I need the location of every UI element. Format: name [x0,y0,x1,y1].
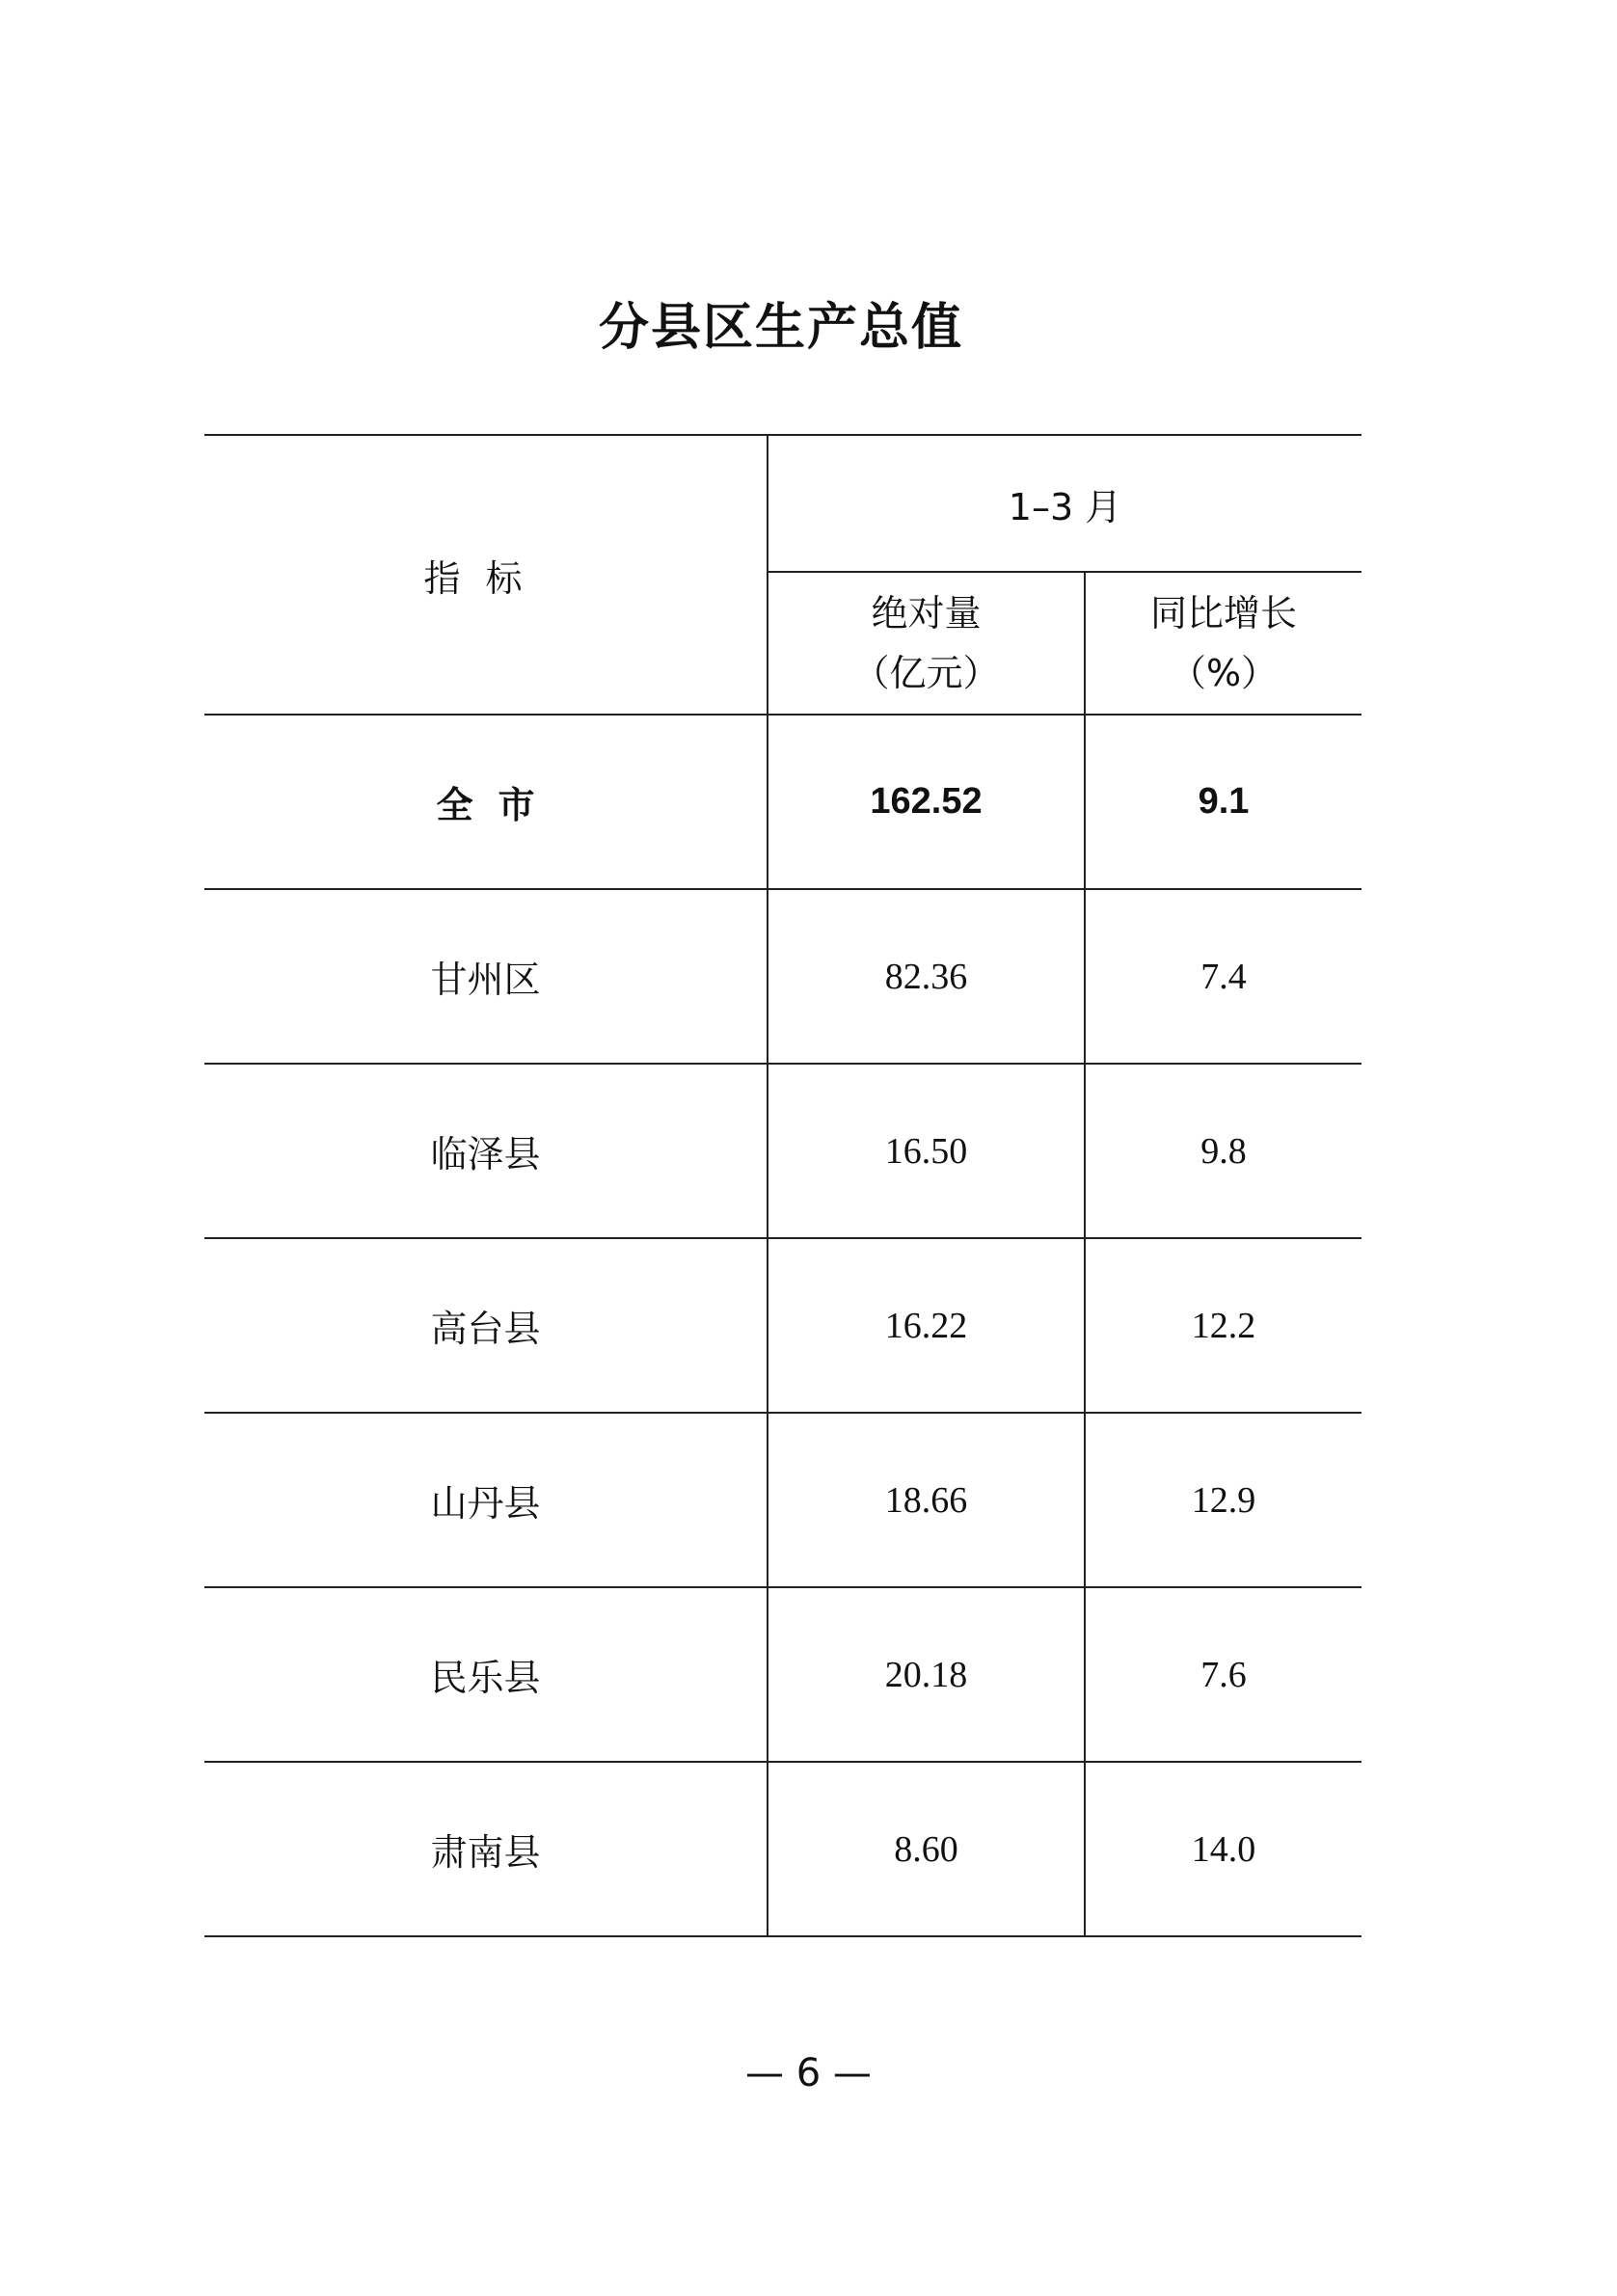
row-name: 山丹县 [204,1413,768,1587]
table-row [204,1064,1361,1238]
absolute-header-unit: （亿元） [852,652,1000,694]
row-growth: 9.1 [1085,715,1361,889]
growth-header [1085,572,1361,715]
row-growth: 7.4 [1085,889,1361,1064]
table-row [204,1762,1361,1936]
absolute-header-label: 绝对量 [871,592,982,635]
row-growth: 12.9 [1085,1413,1361,1587]
row-name: 甘州区 [204,889,768,1064]
row-absolute: 16.22 [768,1238,1085,1413]
indicator-header: 指标 [204,435,768,715]
table-row [204,1587,1361,1762]
page-title: 分县区生产总值 [598,299,963,357]
row-name: 临泽县 [204,1064,768,1238]
table-row [204,889,1361,1064]
row-growth: 12.2 [1085,1238,1361,1413]
county-gdp-table [204,434,1361,1937]
table-row [204,1238,1361,1413]
row-absolute: 82.36 [768,889,1085,1064]
row-absolute: 18.66 [768,1413,1085,1587]
row-growth: 9.8 [1085,1064,1361,1238]
growth-header-unit: （%） [1169,652,1279,694]
row-absolute: 16.50 [768,1064,1085,1238]
period-header: 1–3 月 [768,435,1361,572]
page-number: — 6 — [745,2051,872,2095]
row-name: 全市 [204,715,768,889]
row-name: 民乐县 [204,1587,768,1762]
table-row-total [204,715,1361,889]
row-name: 肃南县 [204,1762,768,1936]
absolute-header [768,572,1085,715]
growth-header-label: 同比增长 [1149,592,1297,635]
row-name: 高台县 [204,1238,768,1413]
table-row [204,1413,1361,1587]
row-absolute: 8.60 [768,1762,1085,1936]
row-absolute: 20.18 [768,1587,1085,1762]
row-absolute: 162.52 [768,715,1085,889]
row-growth: 14.0 [1085,1762,1361,1936]
row-growth: 7.6 [1085,1587,1361,1762]
